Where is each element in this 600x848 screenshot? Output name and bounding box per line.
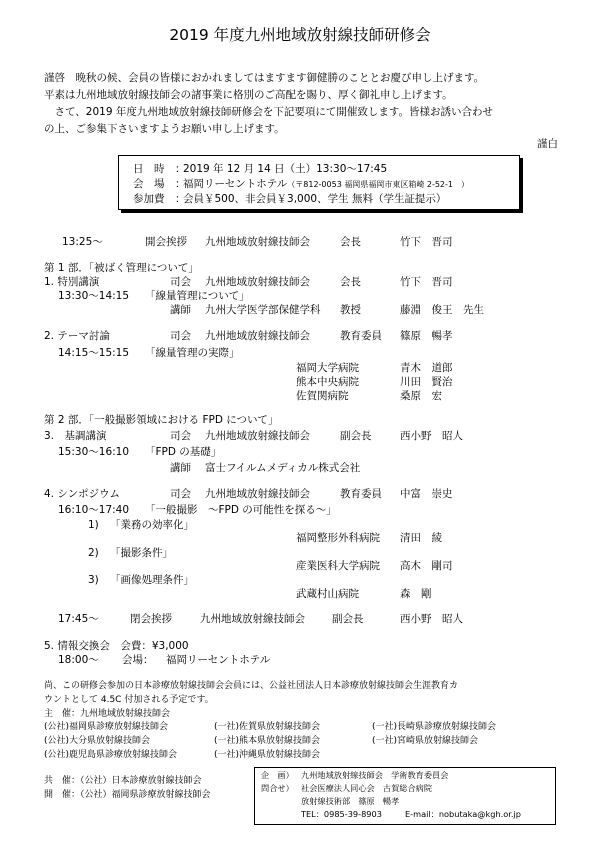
keynote-chair-org: 九州地域放射線技師会: [205, 430, 310, 442]
member-organization: (一社)佐賀県放射線技師会: [214, 722, 321, 732]
special-lecture-time: 13:30～14:15: [58, 290, 130, 302]
part2-heading: 第 2 部．「一般撮影領域における FPD について」: [44, 414, 279, 426]
member-organization: (公社)鹿児島県診療放射線技師会: [44, 750, 178, 760]
member-organization: (一社)沖縄県放射線技師会: [214, 750, 321, 760]
symposium-item-number: 1): [88, 519, 99, 531]
special-lecture-label: 1. 特別講演: [44, 276, 100, 288]
plan-label: 企 画）: [261, 770, 294, 780]
greeting-line-1: 謹啓 晩秋の候、会員の皆様におかれましてはますます御健勝のこととお慶び申し上げます。: [44, 72, 485, 84]
opening-time: 13:25～: [62, 236, 103, 248]
executing-organization: 開 催：（公社）福岡県診療放射線技師会: [44, 790, 211, 800]
special-lecture-chair: 司会: [170, 276, 191, 288]
plan-value: 九州地域放射線技師会 学術教育委員会: [301, 770, 449, 780]
closing-time: 17:45～: [58, 613, 99, 625]
symposium-item-title: 「画像処理条件」: [110, 574, 194, 586]
date-value: 2019 年 12 月 14 日（土）13:30～17:45: [183, 163, 388, 175]
note-line-2: ウントとして 4.5C 付加される予定です。: [44, 695, 214, 705]
keynote-speaker-org: 富士フイルムメディカル株式会社: [205, 462, 361, 474]
part1-heading: 第 1 部．「被ばく管理について」: [44, 262, 199, 274]
member-organization: (公社)大分県放射線技師会: [44, 736, 151, 746]
inquiry-label: 問合せ）: [261, 783, 294, 793]
keynote-label: 3. 基調講演: [44, 430, 107, 442]
closing-label: 閉会挨拶: [130, 613, 172, 625]
greeting-line-2: 平素は九州地域放射線技師会の諸事業に格別のご高配を賜り、厚く御礼申し上げます。: [44, 89, 453, 101]
theme-discussion-topic: 「線量管理の実際」: [145, 347, 240, 359]
contact-email: E-mail：nobutaka@kgh.or.jp: [405, 809, 521, 819]
member-organization: (一社)宮崎県放射線技師会: [372, 736, 479, 746]
cosponsor-organization: 共 催：（公社）日本診療放射線技師会: [44, 776, 202, 786]
special-lecture-speaker-role: 教授: [340, 304, 361, 316]
contact-tel: TEL：0985-39-8903: [301, 809, 382, 819]
symposium-chair-org: 九州地域放射線技師会: [205, 488, 310, 500]
member-organization: (一社)長崎県診療放射線技師会: [372, 722, 497, 732]
exchange-venue-label: 会場：: [122, 654, 154, 666]
symposium-item-hospital: 武蔵村山病院: [296, 588, 359, 600]
symposium-item-number: 2): [88, 547, 99, 559]
panelist-hospital: 熊本中央病院: [296, 376, 359, 388]
event-info-box: [118, 155, 520, 210]
symposium-topic: 「一般撮影 ～FPD の可能性を探る～」: [145, 504, 337, 516]
exchange-label: 5. 情報交換会 会費：¥3,000: [44, 640, 189, 652]
keynote-speaker-prefix: 講師: [170, 462, 191, 474]
panelist-name: 桑原 宏: [400, 390, 442, 402]
closing-name: 西小野 昭人: [400, 613, 463, 625]
symposium-item-title: 「業務の効率化」: [110, 519, 194, 531]
member-organization: (公社)福岡県診療放射線技師会: [44, 722, 169, 732]
greeting-line-4: の上、ご参集下さいますようお願い申し上げます。: [44, 123, 285, 135]
venue-row: [133, 176, 469, 191]
symposium-item-title: 「撮影条件」: [110, 547, 173, 559]
special-lecture-chair-org: 九州地域放射線技師会: [205, 276, 310, 288]
fee-value: 会員￥500、非会員￥3,000、学生 無料（学生証提示）: [183, 193, 447, 205]
closing-role: 副会長: [332, 613, 364, 625]
greeting-line-3: さて、2019 年度九州地域放射線技師研修会を下記要項にて開催致します。皆様お誘い合わせ: [44, 106, 494, 118]
keynote-topic: 「FPD の基礎」: [145, 446, 222, 458]
venue-address: （〒812-0053 福岡県福岡市東区箱崎 2-52-1 ）: [287, 180, 469, 189]
special-lecture-speaker-org: 九州大学医学部保健学科: [205, 304, 321, 316]
venue-value: 福岡リーセントホテル: [183, 178, 288, 190]
keynote-time: 15:30～16:10: [58, 446, 130, 458]
symposium-item-name: 高木 剛司: [400, 560, 453, 572]
symposium-item-hospital: 産業医科大学病院: [296, 560, 380, 572]
document-title: 2019 年度九州地域放射線技師研修会: [169, 26, 431, 44]
keynote-chair-role: 副会長: [340, 430, 372, 442]
symposium-item-hospital: 福岡整形外科病院: [296, 532, 380, 544]
fee-label: 参加費 ：: [133, 193, 186, 205]
special-lecture-speaker-prefix: 講師: [170, 304, 191, 316]
symposium-item-number: 3): [88, 574, 99, 586]
panelist-hospital: 佐賀関病院: [296, 390, 349, 402]
theme-discussion-chair-org: 九州地域放射線技師会: [205, 330, 310, 342]
exchange-venue: 福岡リーセントホテル: [166, 654, 271, 666]
theme-discussion-label: 2. テーマ討論: [44, 330, 110, 342]
exchange-time: 18:00～: [58, 654, 99, 666]
theme-discussion-chair-name: 篠原 暢孝: [400, 330, 453, 342]
inquiry-value: 社会医療法人同心会 古賀総合病院: [301, 783, 433, 793]
symposium-label: 4. シンポジウム: [44, 488, 120, 500]
closing-salutation: 謹白: [537, 138, 558, 150]
symposium-item-name: 森 剛: [400, 588, 432, 600]
symposium-item-name: 清田 綾: [400, 532, 442, 544]
panelist-name: 川田 賢治: [400, 376, 453, 388]
symposium-chair-name: 中富 崇史: [400, 488, 453, 500]
member-organization: (一社)熊本県放射線技師会: [214, 736, 321, 746]
opening-label: 開会挨拶: [145, 236, 187, 248]
date-label: 日 時 ：: [133, 163, 186, 175]
opening-name: 竹下 晋司: [400, 236, 453, 248]
theme-discussion-chair: 司会: [170, 330, 191, 342]
special-lecture-topic: 「線量管理について」: [145, 290, 250, 302]
fee-row: [133, 191, 446, 206]
keynote-chair-name: 西小野 昭人: [400, 430, 463, 442]
keynote-chair: 司会: [170, 430, 191, 442]
contact-box: [254, 767, 556, 825]
greeting-paragraph: [44, 70, 564, 138]
symposium-time: 16:10～17:40: [58, 504, 130, 516]
panelist-name: 青木 道郎: [400, 362, 453, 374]
inquiry-person: 放射線技術部 篠原 暢孝: [301, 796, 400, 806]
venue-label: 会 場 ：: [133, 178, 186, 190]
theme-discussion-time: 14:15～15:15: [58, 347, 130, 359]
note-line-1: 尚、この研修会参加の日本診療放射線技師会会員には、公益社団法人日本診療放射線技師会生涯教育カ: [44, 681, 459, 691]
special-lecture-chair-role: 会長: [340, 276, 361, 288]
date-row: [133, 161, 387, 176]
closing-org: 九州地域放射線技師会: [200, 613, 305, 625]
opening-role: 会長: [340, 236, 361, 248]
opening-org: 九州地域放射線技師会: [205, 236, 310, 248]
symposium-chair-role: 教育委員: [340, 488, 382, 500]
host-organization: 主 催：九州地域放射線技師会: [44, 709, 171, 719]
symposium-chair: 司会: [170, 488, 191, 500]
special-lecture-speaker-name: 藤淵 俊王 先生: [400, 304, 484, 316]
special-lecture-chair-name: 竹下 晋司: [400, 276, 453, 288]
theme-discussion-chair-role: 教育委員: [340, 330, 382, 342]
panelist-hospital: 福岡大学病院: [296, 362, 359, 374]
